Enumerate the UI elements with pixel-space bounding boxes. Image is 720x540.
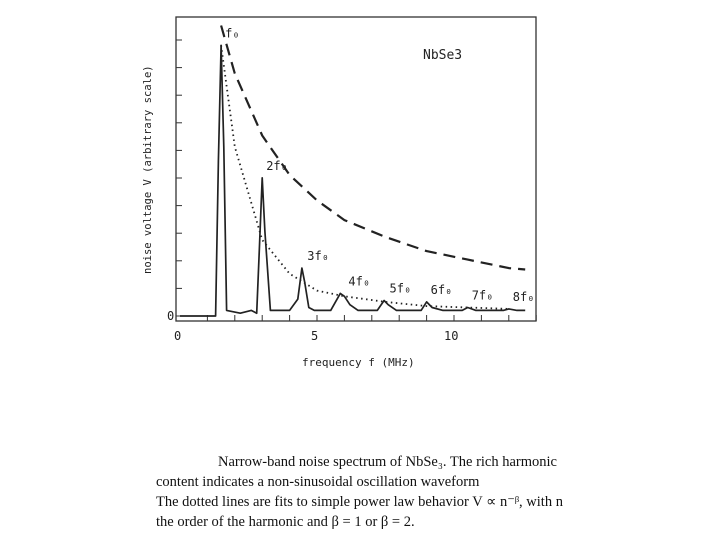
series-lines bbox=[180, 26, 525, 317]
series-dotted-line bbox=[221, 45, 509, 309]
x-axis-label: frequency f (MHz) bbox=[302, 356, 415, 369]
y-tick-marks bbox=[176, 40, 182, 316]
x-tick-label-5: 5 bbox=[311, 329, 319, 343]
figure-caption bbox=[156, 452, 616, 532]
peak-label-3: 3f₀ bbox=[307, 249, 329, 264]
y-tick-label-0: 0 bbox=[167, 309, 175, 323]
peak-label-8: 8f₀ bbox=[512, 289, 535, 304]
caption-line-4: the order of the harmonic and β = 1 or β = 2. bbox=[156, 514, 415, 530]
x-tick-label-0: 0 bbox=[174, 329, 182, 343]
caption-line-1: Narrow-band noise spectrum of NbSe₃. The rich harmonic bbox=[218, 454, 557, 470]
x-tick-marks bbox=[207, 315, 536, 321]
y-axis-label: noise voltage V (arbitrary scale) bbox=[142, 65, 154, 274]
peak-labels bbox=[225, 26, 534, 304]
caption-line-3: The dotted lines are fits to simple power law behavior V ∝ n⁻ᵝ, with n bbox=[156, 494, 563, 510]
peak-label-2: 2f₀ bbox=[266, 158, 288, 173]
peak-label-6: 6f₀ bbox=[430, 282, 453, 297]
caption-line-2: content indicates a non-sinusoidal oscillation waveform bbox=[156, 474, 480, 490]
material-annotation: NbSe3 bbox=[423, 48, 463, 63]
series-dashed-line bbox=[221, 26, 525, 270]
x-tick-label-10: 10 bbox=[444, 329, 459, 343]
peak-label-1: f₀ bbox=[225, 26, 240, 41]
peak-label-7: 7f₀ bbox=[471, 288, 494, 303]
peak-label-4: 4f₀ bbox=[348, 274, 371, 289]
peak-label-5: 5f₀ bbox=[389, 281, 412, 296]
